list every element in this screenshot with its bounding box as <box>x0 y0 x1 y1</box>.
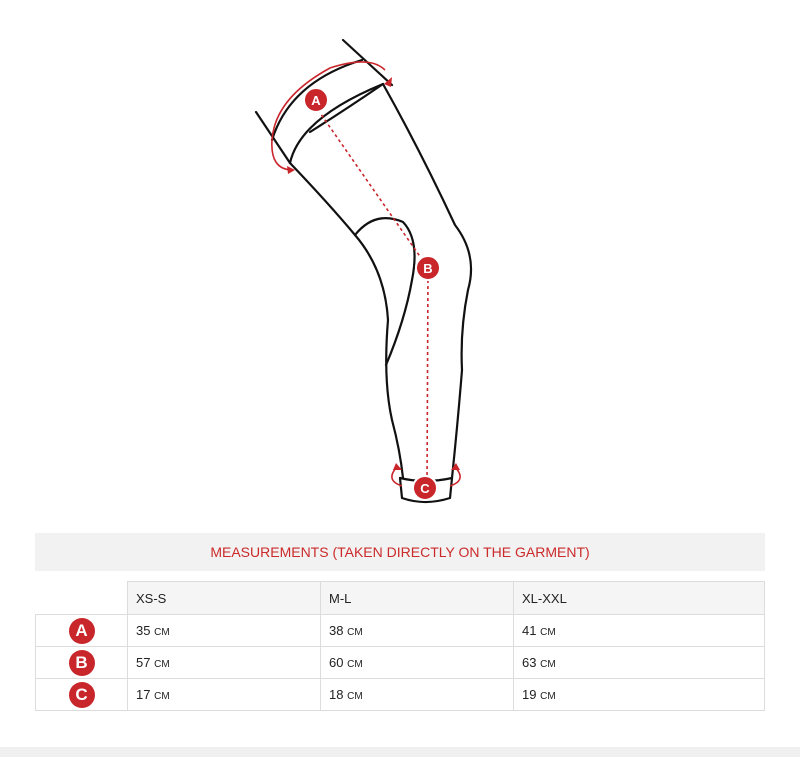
svg-text:C: C <box>420 481 430 496</box>
marker-b <box>416 256 440 280</box>
table-cell <box>128 679 321 711</box>
cell-unit: CM <box>540 627 556 638</box>
row-label-cell <box>36 647 128 679</box>
cell-value: 19 <box>522 687 537 702</box>
table-cell <box>128 647 321 679</box>
table-row <box>36 679 765 711</box>
badge-a: A <box>69 618 95 644</box>
cell-value: 38 <box>329 623 344 638</box>
table-header-row <box>36 582 765 615</box>
table-cell <box>514 615 765 647</box>
size-table <box>35 581 765 711</box>
marker-a <box>304 88 328 112</box>
cell-unit: CM <box>154 659 170 670</box>
svg-text:B: B <box>423 261 433 276</box>
svg-text:A: A <box>311 93 321 108</box>
table-cell <box>128 615 321 647</box>
row-label-cell <box>36 679 128 711</box>
cell-value: 63 <box>522 655 537 670</box>
header-xl-xxl: XL-XXL <box>514 582 765 615</box>
table-row <box>36 647 765 679</box>
cell-unit: CM <box>154 691 170 702</box>
cell-value: 60 <box>329 655 344 670</box>
cell-unit: CM <box>540 691 556 702</box>
cell-unit: CM <box>347 659 363 670</box>
footer-strip <box>0 747 800 757</box>
badge-b: B <box>69 650 95 676</box>
cell-value: 57 <box>136 655 151 670</box>
header-m-l: M-L <box>321 582 514 615</box>
row-label-cell <box>36 615 128 647</box>
table-cell <box>514 679 765 711</box>
marker-c <box>413 476 437 500</box>
cell-value: 41 <box>522 623 537 638</box>
cell-unit: CM <box>347 627 363 638</box>
table-cell <box>321 679 514 711</box>
badge-c: C <box>69 682 95 708</box>
cell-unit: CM <box>540 659 556 670</box>
table-cell <box>321 647 514 679</box>
header-blank <box>36 582 128 615</box>
table-cell <box>514 647 765 679</box>
table-row <box>36 615 765 647</box>
cell-value: 18 <box>329 687 344 702</box>
table-cell <box>321 615 514 647</box>
cell-unit: CM <box>154 627 170 638</box>
measurements-title: MEASUREMENTS (TAKEN DIRECTLY ON THE GARMENT) <box>35 533 765 571</box>
header-xs-s: XS-S <box>128 582 321 615</box>
cell-value: 35 <box>136 623 151 638</box>
cell-value: 17 <box>136 687 151 702</box>
cell-unit: CM <box>347 691 363 702</box>
